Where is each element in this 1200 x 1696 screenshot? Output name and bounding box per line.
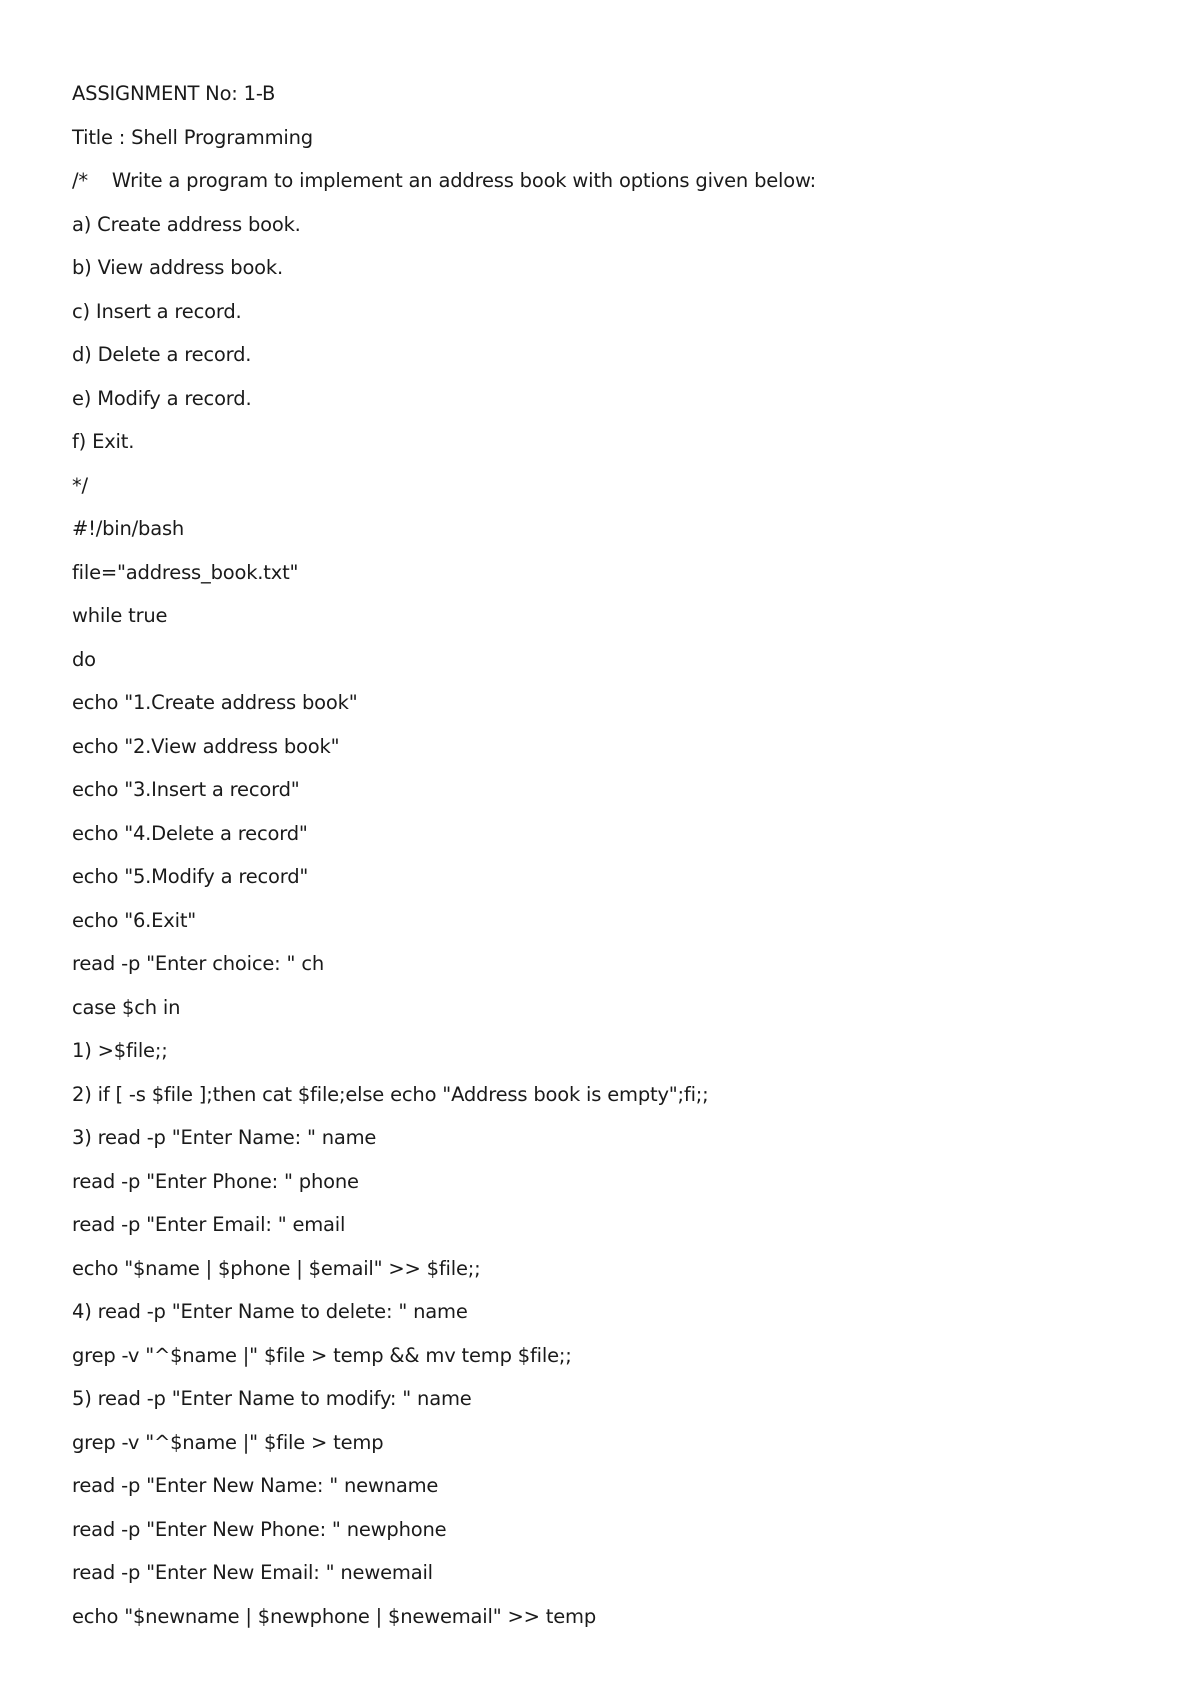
code-line: do bbox=[72, 647, 96, 671]
code-line: file="address_book.txt" bbox=[72, 560, 299, 584]
code-line: read -p "Enter Email: " email bbox=[72, 1213, 346, 1236]
code-line: read -p "Enter New Email: " newemail bbox=[72, 1561, 433, 1584]
code-line: read -p "Enter Phone: " phone bbox=[72, 1169, 359, 1193]
text-line: f) Exit. bbox=[72, 430, 135, 453]
code-line: 4) read -p "Enter Name to delete: " name bbox=[72, 1300, 468, 1323]
code-line: 1) >$file;; bbox=[72, 1039, 168, 1062]
code-line: 5) read -p "Enter Name to modify: " name bbox=[72, 1387, 472, 1410]
code-line: read -p "Enter New Phone: " newphone bbox=[72, 1517, 447, 1541]
text-line: a) Create address book. bbox=[72, 212, 301, 236]
assignment-heading: ASSIGNMENT No: 1-B bbox=[72, 82, 276, 105]
code-line: 2) if [ -s $file ];then cat $file;else echo "Address book is empty";fi;; bbox=[72, 1082, 709, 1106]
code-line: read -p "Enter New Name: " newname bbox=[72, 1474, 439, 1497]
text-line: d) Delete a record. bbox=[72, 343, 252, 366]
code-line: #!/bin/bash bbox=[72, 517, 185, 540]
document-body bbox=[72, 72, 1152, 1638]
code-line: echo "$name | $phone | $email" >> $file;; bbox=[72, 1256, 481, 1280]
code-line: echo "3.Insert a record" bbox=[72, 778, 300, 801]
code-line: echo "2.View address book" bbox=[72, 734, 340, 758]
text-line: /* Write a program to implement an address book with options given below: bbox=[72, 169, 817, 192]
text-line: b) View address book. bbox=[72, 256, 283, 279]
code-line: case $ch in bbox=[72, 995, 181, 1019]
document-title: Title : Shell Programming bbox=[72, 125, 313, 149]
code-line: grep -v "^$name |" $file > temp && mv temp $file;; bbox=[72, 1343, 572, 1367]
code-line: echo "5.Modify a record" bbox=[72, 865, 309, 888]
code-line: echo "6.Exit" bbox=[72, 908, 197, 932]
code-line: grep -v "^$name |" $file > temp bbox=[72, 1430, 384, 1454]
text-line: */ bbox=[72, 473, 88, 497]
code-line: echo "1.Create address book" bbox=[72, 691, 358, 714]
code-line: echo "$newname | $newphone | $newemail" >> temp bbox=[72, 1604, 597, 1628]
text-line: e) Modify a record. bbox=[72, 386, 252, 410]
code-line: while true bbox=[72, 604, 168, 627]
code-line: 3) read -p "Enter Name: " name bbox=[72, 1126, 377, 1149]
code-line: read -p "Enter choice: " ch bbox=[72, 952, 324, 975]
code-line: echo "4.Delete a record" bbox=[72, 821, 308, 845]
text-line: c) Insert a record. bbox=[72, 299, 242, 323]
